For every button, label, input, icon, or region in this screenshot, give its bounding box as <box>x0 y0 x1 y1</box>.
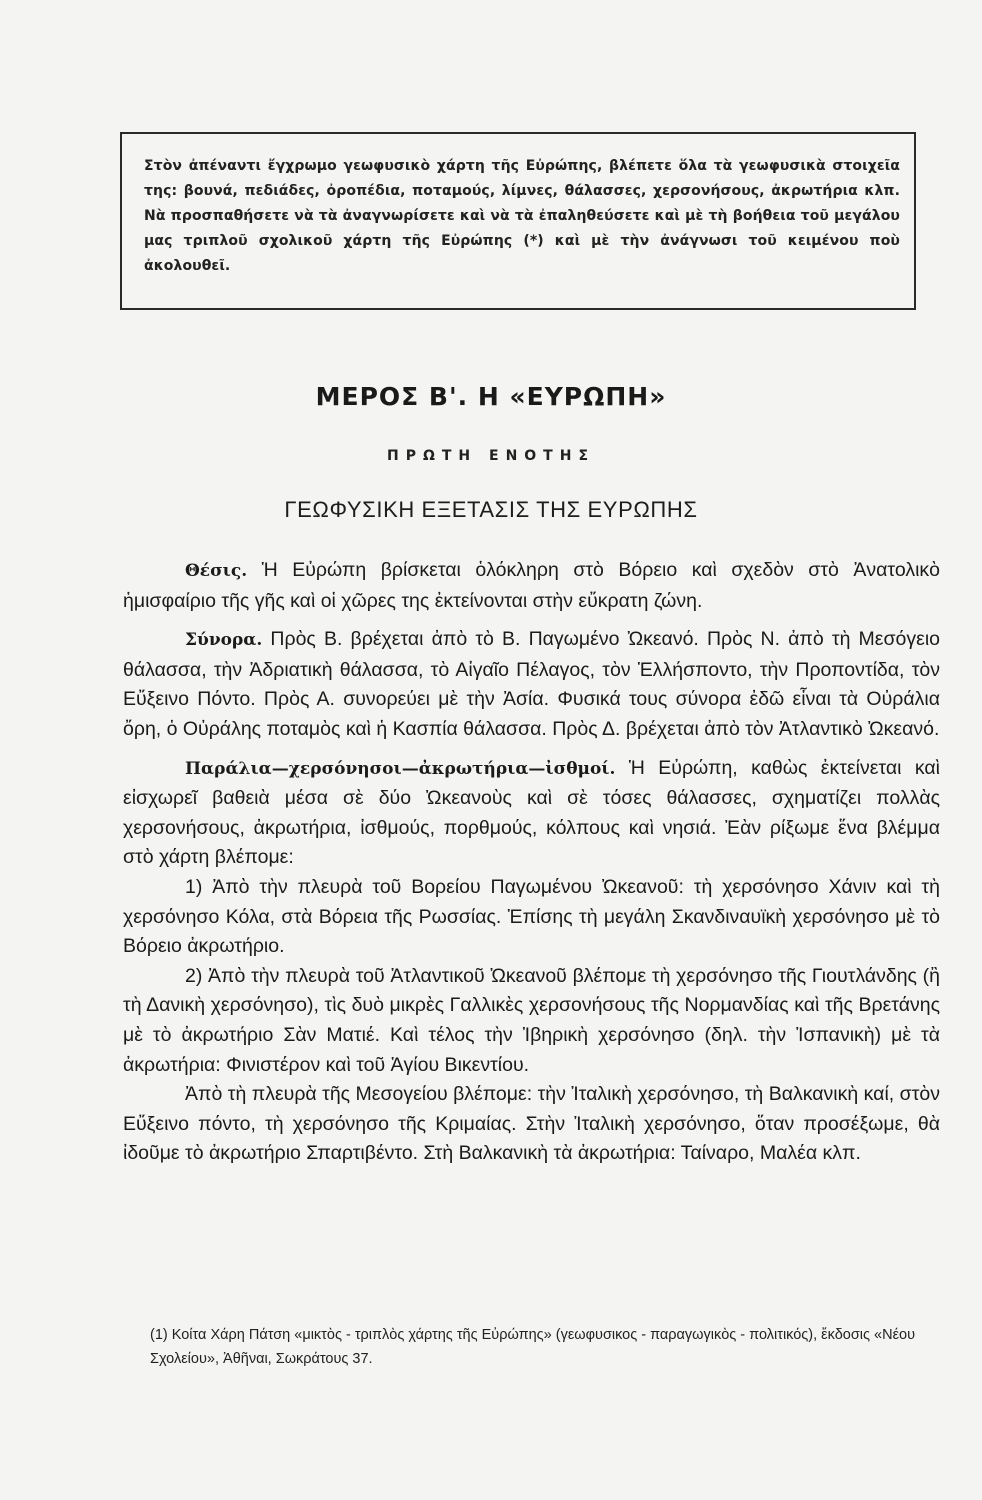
paragraph-item-2: 2) Ἀπὸ τὴν πλευρὰ τοῦ Ἀτλαντικοῦ Ὠκεανοῦ βλέπομε τὴ χερσόνησο τῆς Γιουτλάνδης (ἢ τὴ Δανικὴ χερσόνησο), τὶς δυὸ μικρὲς Γαλλικὲς χερσονήσους τῆς Νορμανδίας καὶ τῆς Βρετάνης μὲ τὸ ἀκρωτήριο Σὰν Ματιέ. Καὶ τέλος τὴν Ἰβηρικὴ χερσόνησο (δηλ. τὴν Ἰσπανικὴ) μὲ τὰ ἀκρωτήρια: Φινιστέρον καὶ τοῦ Ἁγίου Βικεντίου. <box>123 964 940 1076</box>
text-borders: Πρὸς Β. βρέχεται ἀπὸ τὸ Β. Παγωμένο Ὠκεανό. Πρὸς Ν. ἀπὸ τὴ Μεσόγειο θάλασσα, τὴν Ἀδριατικὴ θάλασσα, τὸ Αἰγαῖο Πέλαγος, τὸν Ἑλλήσποντο, τὴν Προποντίδα, τὸν Εὔξεινο Πόντο. Πρὸς Α. συνορεύει μὲ τὴν Ἀσία. Φυσικά τους σύνορα ἐδῶ εἶναι τὰ Οὐράλια ὄρη, ὁ Οὐράλης ποταμὸς καὶ ἡ Κασπία θάλασσα. Πρὸς Δ. βρέχεται ἀπὸ τὸν Ἀτλαντικὸ Ὠκεανό. <box>123 628 940 740</box>
unit-title: ΠΡΩΤΗ ΕΝΟΤΗΣ <box>386 448 596 464</box>
notice-box <box>120 132 916 310</box>
paragraph-thesis <box>123 556 940 616</box>
paragraph-item-3: Ἀπὸ τὴ πλευρὰ τῆς Μεσογείου βλέπομε: τὴν Ἰταλικὴ χερσόνησο, τὴ Βαλκανικὴ καί, στὸν Εὔξεινο πόντο, τὴ χερσόνησο τῆς Κριμαίας. Στὴν Ἰταλικὴ χερσόνησο, ὅταν προσέξωμε, θὰ ἰδοῦμε τὸ ἀκρωτήριο Σπαρτιβέντο. Στὴ Βαλκανικὴ τὰ ἀκρωτήρια: Ταίναρο, Μαλέα κλπ. <box>123 1083 940 1165</box>
text-thesis: Ἡ Εὐρώπη βρίσκεται ὁλόκληρη στὸ Βόρειο καὶ σχεδὸν στὸ Ἀνατολικὸ ἡμισφαίριο τῆς γῆς καὶ οἱ χῶρες της ἐκτείνονται στὴν εὔκρατη ζώνη. <box>123 559 940 612</box>
heading-coasts: Παράλια—χερσόνησοι—ἀκρωτήρια—ἰσθμοί. <box>185 758 616 779</box>
section-title: ΓΕΩΦΥΣΙΚΗ ΕΞΕΤΑΣΙΣ ΤΗΣ ΕΥΡΩΠΗΣ <box>284 497 698 522</box>
footnote <box>150 1323 930 1371</box>
paragraph-borders <box>123 625 940 744</box>
notice-text: Στὸν ἀπέναντι ἔγχρωμο γεωφυσικὸ χάρτη τῆς Εὐρώπης, βλέπετε ὅλα τὰ γεωφυσικὰ στοιχεῖα της: βουνά, πεδιάδες, ὀροπέδια, ποταμούς, λίμνες, θάλασσες, χερσονήσους, ἀκρωτήρια κλπ. Νὰ προσπαθήσετε νὰ τὰ ἀναγνωρίσετε καὶ νὰ τὰ ἐπαληθεύσετε καὶ μὲ τὴ βοήθεια τοῦ μεγάλου μας τριπλοῦ σχολικοῦ χάρτη τῆς Εὐρώπης (*) καὶ μὲ τὴν ἀνάγνωσι τοῦ κειμένου ποὺ ἀκολουθεῖ. <box>144 158 900 274</box>
body-text <box>123 556 940 1169</box>
heading-thesis: Θέσις. <box>185 561 248 581</box>
paragraph-item-1: 1) Ἀπὸ τὴν πλευρὰ τοῦ Βορείου Παγωμένου Ὠκεανοῦ: τὴ χερσόνησο Χάνιν καὶ τὴ χερσόνησο Κόλα, στὰ Βόρεια τῆς Ρωσσίας. Ἐπίσης τὴ μεγάλη Σκανδιναυϊκὴ χερσόνησο μὲ τὸ Βόρειο ἀκρωτήριο. <box>123 875 940 958</box>
paragraph-coasts <box>123 754 940 873</box>
footnote-text: (1) Κοίτα Χάρη Πάτση «μικτὸς - τριπλὸς χάρτης τῆς Εὐρώπης» (γεωφυσικος - παραγωγικὸς - πολιτικός), ἔκδοσις «Νέου Σχολείου», Ἀθῆναι, Σωκράτους 37. <box>150 1327 916 1367</box>
text-coasts: Ἡ Εὐρώπη, καθὼς ἐκτείνεται καὶ εἰσχωρεῖ βαθειὰ μέσα σὲ δύο Ὠκεανοὺς καὶ σὲ τόσες θάλασσες, σχηματίζει πολλὰς χερσονήσους, ἀκρωτήρια, ἰσθμούς, πορθμούς, κόλπους καὶ νησιά. Ἐὰν ρίξωμε ἕνα βλέμμα στὸ χάρτη βλέπομε: <box>123 756 940 869</box>
heading-borders: Σύνορα. <box>185 630 263 651</box>
part-title: ΜΕΡΟΣ Β'. Η «ΕΥΡΩΠΗ» <box>315 382 667 411</box>
